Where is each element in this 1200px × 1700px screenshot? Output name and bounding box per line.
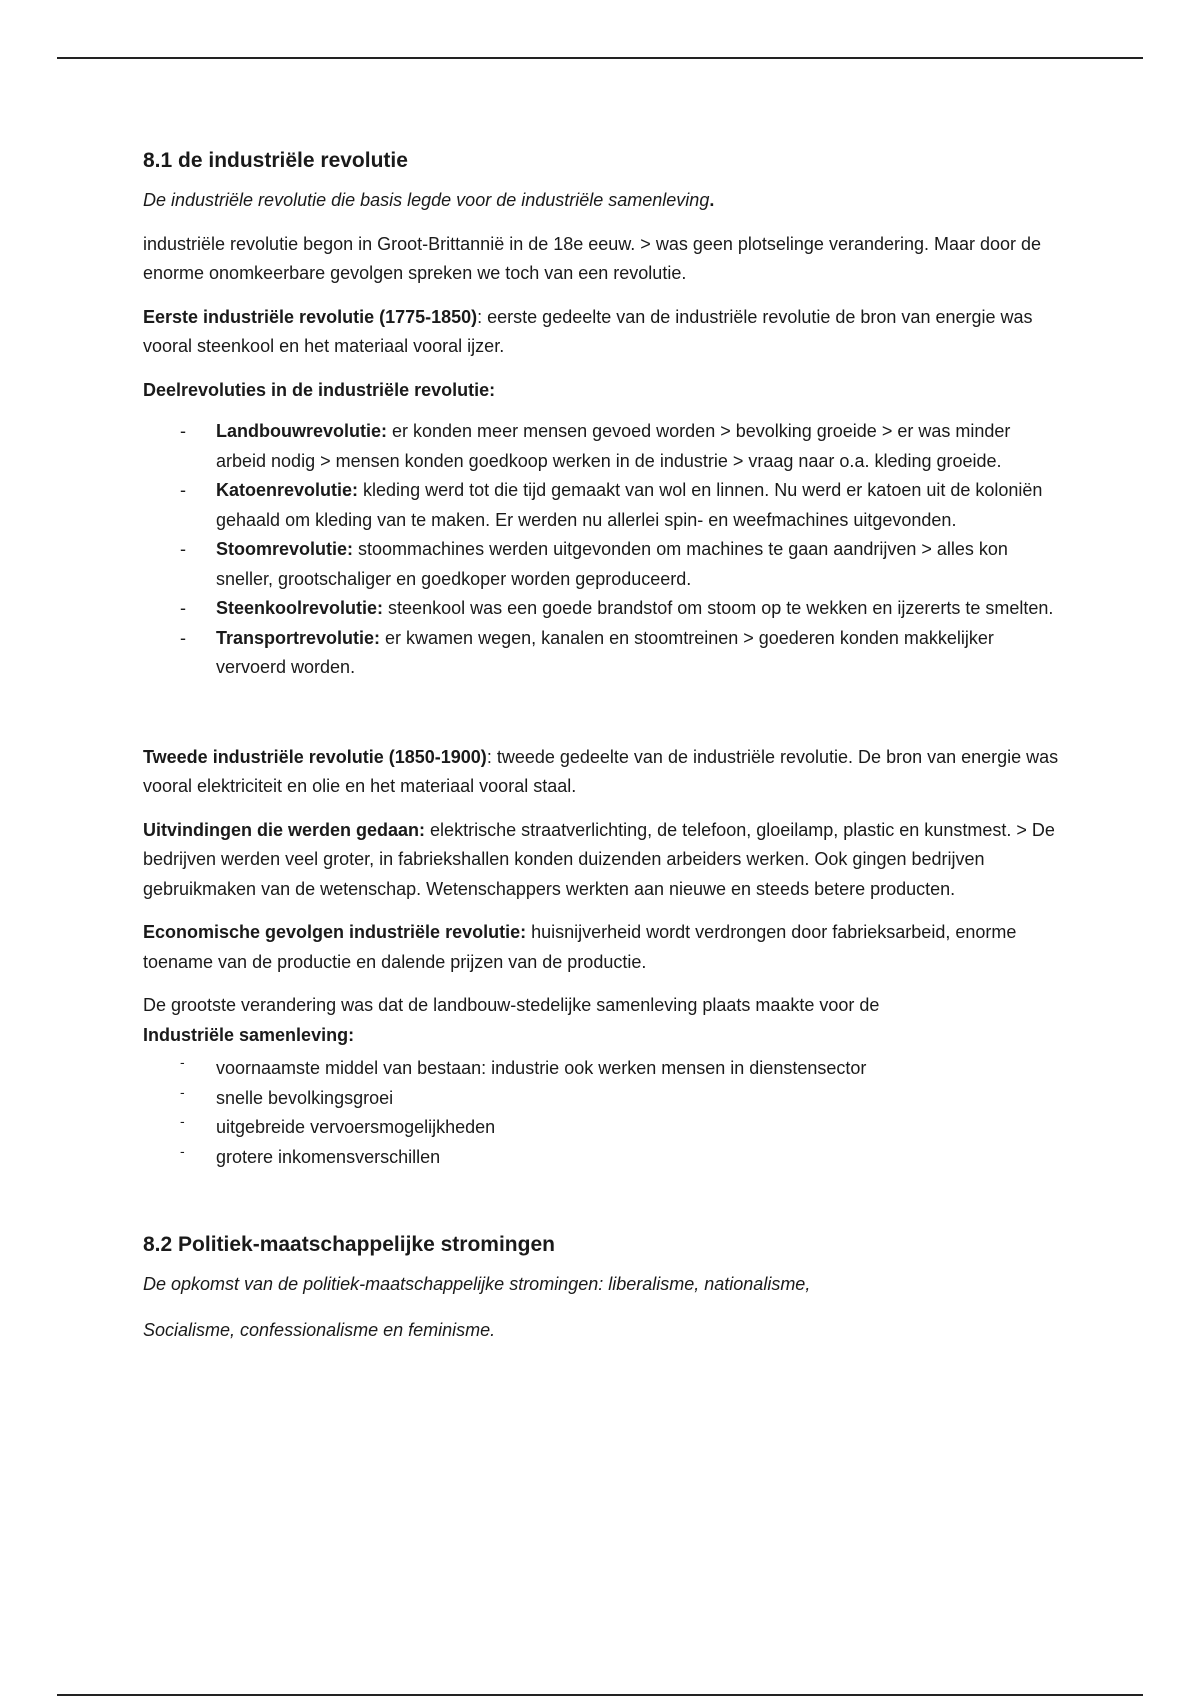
section-intro (143, 186, 1063, 216)
dash-bullet: - (180, 627, 186, 648)
dash-bullet: - (180, 1083, 185, 1100)
partial-revolutions-list (143, 417, 1063, 683)
list-item (180, 535, 1063, 594)
change-text: De grootste verandering was dat de landbouw-stedelijke samenleving plaats maakte voor de (143, 995, 880, 1015)
list-item (180, 594, 1063, 624)
footer-rule (57, 1694, 1143, 1696)
list-item-label: Transportrevolutie: (216, 627, 381, 648)
dash-bullet: - (180, 1113, 185, 1129)
section-heading-industrial-revolution: 8.1 de industriële revolutie (143, 149, 408, 172)
paragraph-second-revolution (143, 743, 1063, 802)
list-item (180, 417, 1063, 476)
economic-text: huisnijverheid wordt verdrongen door fabrieksarbeid, enorme toename van de productie en dalende prijzen van de productie. (143, 922, 1017, 972)
inventions-text: elektrische straatverlichting, de telefoon, gloeilamp, plastic en kunstmest. > De bedrijven werden veel groter, in fabriekshallen konden duizenden arbeiders werken. Ook gingen bedrijven gebruikmaken van de wetenschap. Wetenschappers werkten aan nieuwe en steeds betere producten. (143, 819, 1055, 899)
spacer (143, 683, 1063, 743)
list-item (180, 1083, 1063, 1114)
paragraph-first-revolution (143, 303, 1063, 362)
dash-bullet: - (180, 480, 186, 500)
list-item (180, 624, 1063, 683)
section-heading-political-movements: 8.2 Politiek-maatschappelijke stromingen (143, 1233, 555, 1256)
paragraph-biggest-change (143, 991, 1063, 1050)
section-intro-text: De industriële revolutie die basis legde voor de industriële samenleving (143, 190, 710, 210)
list-item (180, 1054, 1063, 1084)
dash-bullet: - (180, 539, 186, 559)
paragraph-inventions (143, 816, 1063, 905)
partial-revolutions-heading (143, 376, 1063, 406)
list-item-label: Katoenrevolutie: (216, 480, 359, 500)
dash-bullet: - (180, 598, 186, 618)
list-item-text: kleding werd tot die tijd gemaakt van wol en linnen. Nu werd er katoen uit de koloniën gehaald om kleding van te maken. Er werden nu allerlei spin- en weefmachines uitgevonden. (216, 480, 1043, 530)
list-item-text: voornaamste middel van bestaan: industrie ook werken mensen in dienstensector (216, 1058, 867, 1078)
second-revolution-label: Tweede industriële revolutie (1850-1900) (143, 746, 487, 767)
society-list (143, 1054, 1063, 1172)
list-item-text: er konden meer mensen gevoed worden > bevolking groeide > er was minder arbeid nodig > mensen konden goedkoop werken in de industrie > vraag naar o.a. kleding groeide. (216, 421, 1011, 471)
list-item-text: uitgebreide vervoersmogelijkheden (216, 1117, 496, 1137)
list-item-text: steenkool was een goede brandstof om stoom op te wekken en ijzererts te smelten. (383, 598, 1054, 618)
economic-label: Economische gevolgen industriële revolutie: (143, 922, 527, 942)
society-label: Industriële samenleving: (143, 1024, 355, 1045)
list-item-label: Landbouwrevolutie: (216, 421, 387, 441)
list-item-text: grotere inkomensverschillen (216, 1146, 441, 1167)
dash-bullet: - (180, 421, 186, 441)
header-rule (57, 57, 1143, 59)
section2-line1: De opkomst van de politiek-maatschappelijke stromingen: liberalisme, nationalisme, (143, 1274, 811, 1294)
list-item-text: snelle bevolkingsgroei (216, 1087, 394, 1108)
section-intro-period: . (709, 190, 715, 210)
partial-revolutions-heading-text: Deelrevoluties in de industriële revolutie: (143, 379, 496, 400)
list-item-label: Steenkoolrevolutie: (216, 598, 384, 618)
list-item-text: stoommachines werden uitgevonden om machines te gaan aandrijven > alles kon sneller, grootschaliger en goedkoper worden geproduceerd. (216, 539, 1008, 589)
list-item-label: Stoomrevolutie: (216, 539, 354, 559)
dash-bullet: - (180, 1142, 185, 1159)
spacer (143, 1172, 1063, 1224)
paragraph-economic-consequences (143, 918, 1063, 977)
list-item (180, 1142, 1063, 1173)
list-item-text: er kwamen wegen, kanalen en stoomtreinen > goederen konden makkelijker vervoerd worden. (216, 627, 994, 677)
first-revolution-label: Eerste industriële revolutie (1775-1850) (143, 306, 478, 327)
list-item (180, 1113, 1063, 1143)
inventions-label: Uitvindingen die werden gedaan: (143, 819, 426, 840)
list-item (180, 476, 1063, 535)
paragraph-origin: industriële revolutie begon in Groot-Brittannië in de 18e eeuw. > was geen plotselinge verandering. Maar door de enorme onomkeerbare gevolgen spreken we toch van een revolutie. (143, 233, 1042, 283)
first-revolution-text: : eerste gedeelte van de industriële revolutie de bron van energie was vooral steenkool en het materiaal vooral ijzer. (143, 306, 1033, 356)
section2-line2: Socialisme, confessionalisme en feminisme. (143, 1319, 496, 1340)
second-revolution-text: : tweede gedeelte van de industriële revolutie. De bron van energie was vooral elektriciteit en olie en het materiaal vooral staal. (143, 746, 1059, 796)
document-page (143, 140, 1063, 1359)
dash-bullet: - (180, 1054, 185, 1070)
